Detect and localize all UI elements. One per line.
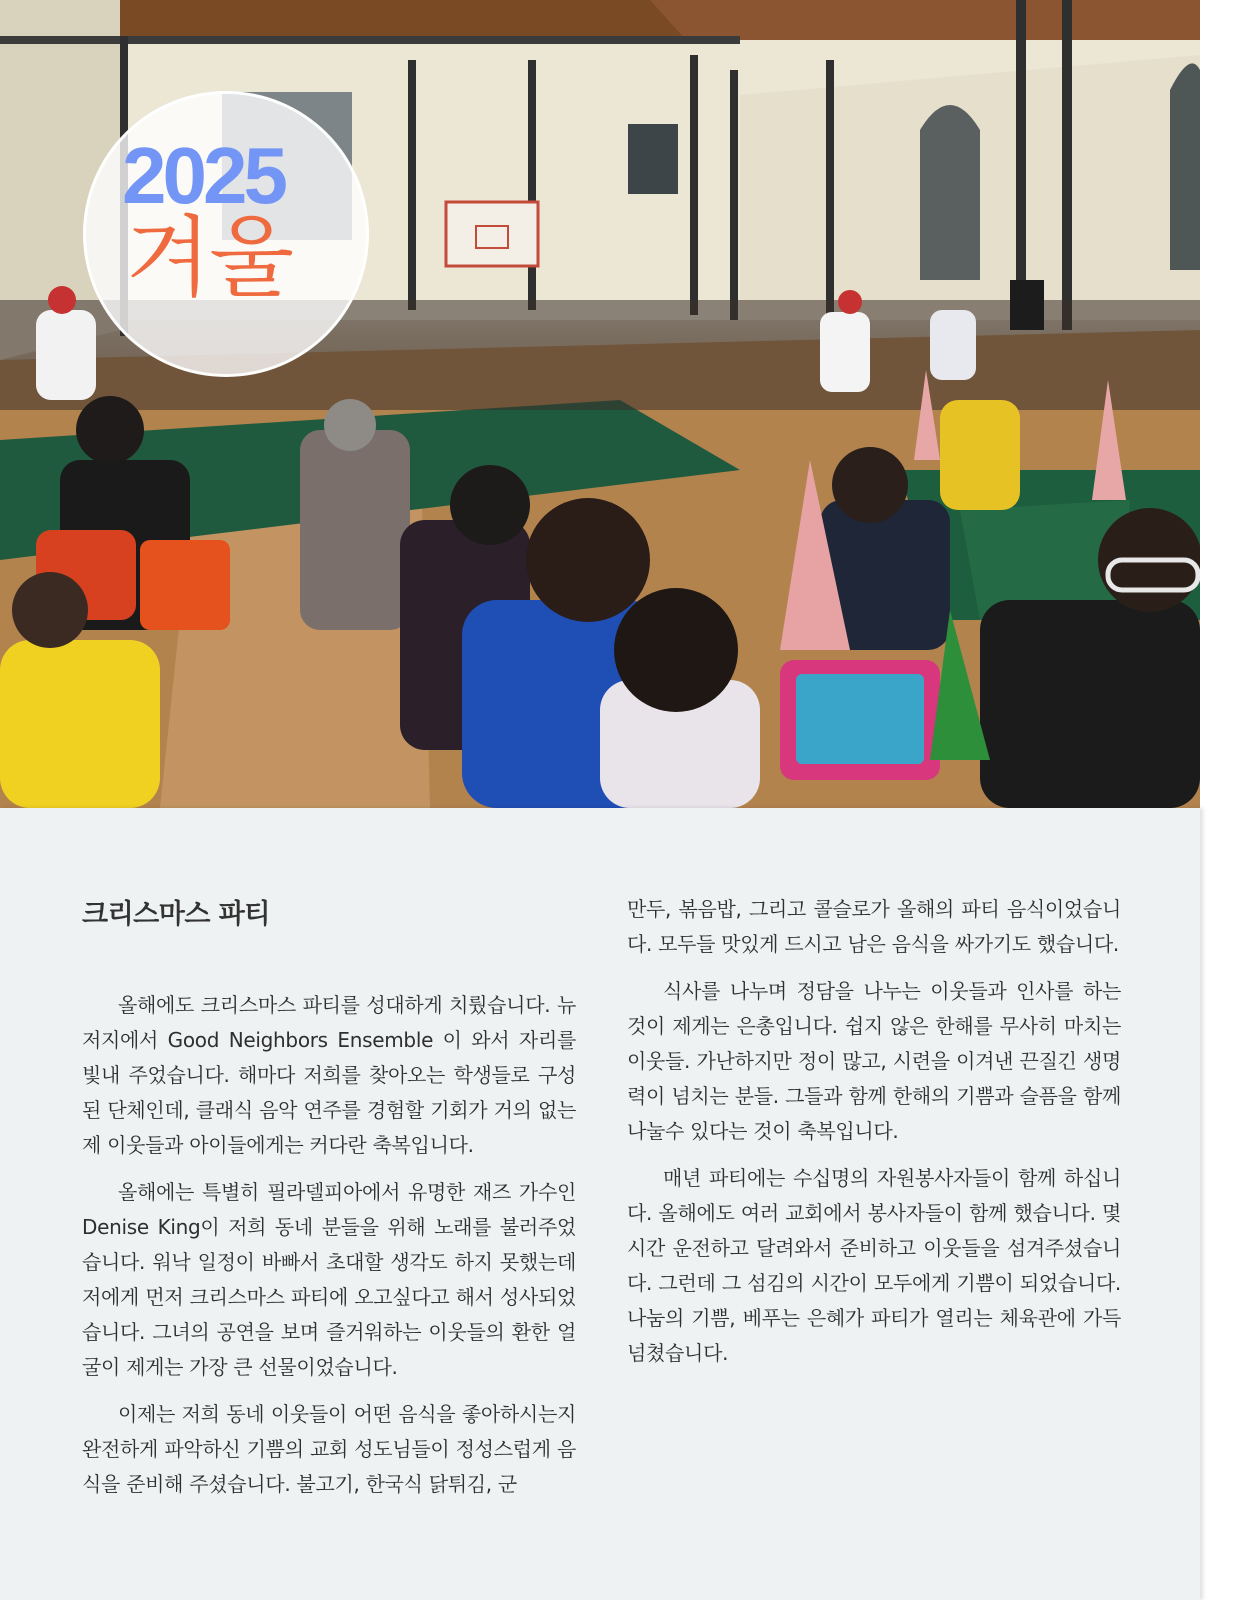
- article-column-right: [627, 892, 1121, 1383]
- article-column-left: [82, 988, 576, 1514]
- season-badge: [83, 91, 369, 377]
- badge-year: 2025: [122, 131, 284, 220]
- paragraph: 올해에도 크리스마스 파티를 성대하게 치뤘습니다. 뉴저지에서 Good Neighbors Ensemble 이 와서 자리를 빛내 주었습니다. 해마다 저희를 찾아오는 학생들로 구성된 단체인데, 클래식 음악 연주를 경험할 기회가 거의 없는 제 이웃들과 아이들에게는 커다란 축복입니다.: [82, 993, 576, 1157]
- article-title: 크리스마스 파티: [82, 899, 270, 930]
- badge-season: 겨울: [126, 206, 293, 309]
- paragraph: 식사를 나누며 정담을 나누는 이웃들과 인사를 하는 것이 제게는 은총입니다. 쉽지 않은 한해를 무사히 마치는 이웃들. 가난하지만 정이 많고, 시련을 이겨낸 끈질긴 생명력이 넘치는 분들. 그들과 함께 한해의 기쁨과 슬픔을 함께 나눌수 있다는 것이 축복입니다.: [627, 979, 1121, 1143]
- paragraph: 매년 파티에는 수십명의 자원봉사자들이 함께 하십니다. 올해에도 여러 교회에서 봉사자들이 함께 했습니다. 몇시간 운전하고 달려와서 준비하고 이웃들을 섬겨주셨습니다. 그런데 그 섬김의 시간이 모두에게 기쁨이 되었습니다. 나눔의 기쁨, 베푸는 은혜가 파티가 열리는 체육관에 가득 넘쳤습니다.: [627, 1166, 1121, 1365]
- paragraph: 만두, 볶음밥, 그리고 콜슬로가 올해의 파티 음식이었습니다. 모두들 맛있게 드시고 남은 음식을 싸가기도 했습니다.: [627, 897, 1121, 956]
- event-photo: [0, 0, 1200, 808]
- paragraph: 올해에는 특별히 필라델피아에서 유명한 재즈 가수인 Denise King이 저희 동네 분들을 위해 노래를 불러주었습니다. 워낙 일정이 바빠서 초대할 생각도 하지 못했는데 저에게 먼저 크리스마스 파티에 오고싶다고 해서 성사되었습니다. 그녀의 공연을 보며 즐거워하는 이웃들의 환한 얼굴이 제게는 가장 큰 선물이었습니다.: [82, 1180, 576, 1379]
- article-panel: [0, 808, 1200, 1600]
- paragraph: 이제는 저희 동네 이웃들이 어떤 음식을 좋아하시는지 완전하게 파악하신 기쁨의 교회 성도님들이 정성스럽게 음식을 준비해 주셨습니다. 불고기, 한국식 닭튀김, 군: [82, 1402, 576, 1496]
